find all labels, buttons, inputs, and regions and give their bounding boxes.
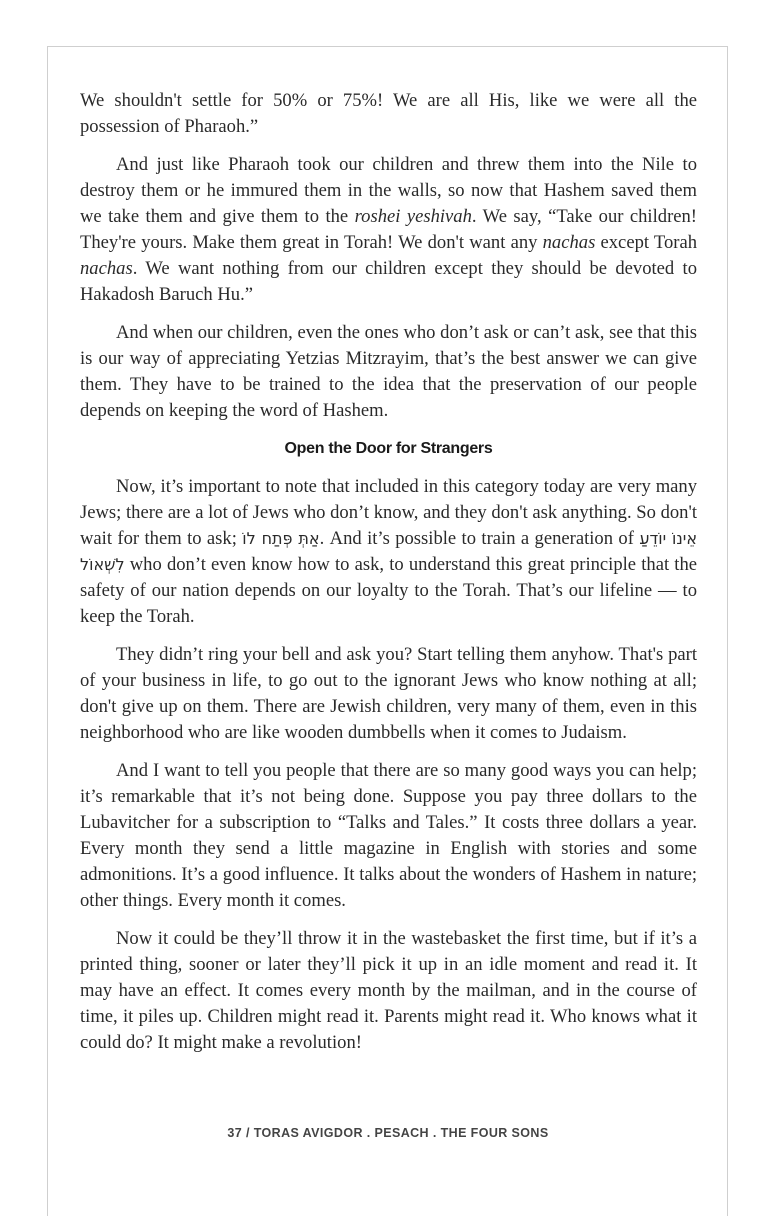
italic-term: roshei yeshivah: [354, 206, 472, 227]
text-run: We shouldn't settle for 50% or 75%! We are all His, like we were all the possession of Pharaoh.”: [80, 90, 697, 137]
text-run: except Torah: [595, 232, 697, 253]
text-run: And I want to tell you people that there are so many good ways you can help; it’s remarkable that it’s not being done. Suppose you pay three dollars to the Lubavitcher for a subscription to “Talks and Tales.” It costs three dollars a year. Every month they send a little magazine in English with stories and some admonitions. It’s a good influence. It talks about the wonders of Hashem in nature; other things. Every month it comes.: [80, 760, 697, 911]
text-run: . And it’s possible to train a generation of: [319, 528, 640, 549]
text-run: And just like Pharaoh took our children and threw them into the Nile to destroy them or he immured them in the walls, so now that Hashem saved them we take them and give them to the: [80, 154, 697, 227]
page-footer: 37 / TORAS AVIGDOR . PESACH . THE FOUR SONS: [227, 1126, 549, 1140]
hebrew-phrase: אֵינוֹ יוֹדֵעַ לִשְׁאוֹל: [80, 529, 698, 574]
text-run: They didn’t ring your bell and ask you? Start telling them anyhow. That's part of your business in life, to go out to the ignorant Jews who know nothing at all; don't give up on them. There are Jewish children, very many of them, even in this neighborhood who are like wooden dumbbells when it comes to Judaism.: [80, 644, 697, 743]
paragraph: [80, 474, 697, 630]
paragraph: [80, 758, 697, 914]
paragraph: [80, 642, 697, 746]
text-run: Now, it’s important to note that included in this category today are very many Jews; there are a lot of Jews who don’t know, and they don't ask anything. So don't wait for them to ask;: [80, 476, 697, 549]
text-run: . We say, “Take our children! They're yours. Make them great in Torah! We don't want any: [80, 206, 697, 253]
paragraph: [80, 152, 697, 308]
paragraphs-after: [80, 474, 697, 1056]
paragraph: [80, 926, 697, 1056]
document-body: [80, 88, 697, 1068]
italic-term: nachas: [80, 258, 133, 279]
text-run: . We want nothing from our children except they should be devoted to Hakadosh Baruch Hu.”: [80, 258, 697, 305]
hebrew-phrase: אַתְּ פְּתַח לוֹ: [242, 529, 320, 548]
italic-term: nachas: [542, 232, 596, 253]
text-run: Now it could be they’ll throw it in the wastebasket the first time, but if it’s a printed thing, sooner or later they’ll pick it up in an idle moment and read it. It may have an effect. It comes every month by the mailman, and in the course of time, it piles up. Children might read it. Parents might read it. Who knows what it could do? It might make a revolution!: [80, 928, 697, 1053]
text-run: And when our children, even the ones who don’t ask or can’t ask, see that this is our way of appreciating Yetzias Mitzrayim, that’s the best answer we can give them. They have to be trained to the idea that the preservation of our people depends on keeping the word of Hashem.: [80, 322, 697, 421]
paragraph: [80, 320, 697, 424]
paragraphs-before: [80, 88, 697, 424]
text-run: who don’t even know how to ask, to understand this great principle that the safety of our nation depends on our loyalty to the Torah. That’s our lifeline — to keep the Torah.: [80, 554, 697, 627]
section-heading: Open the Door for Strangers: [284, 440, 493, 457]
paragraph: [80, 88, 697, 140]
